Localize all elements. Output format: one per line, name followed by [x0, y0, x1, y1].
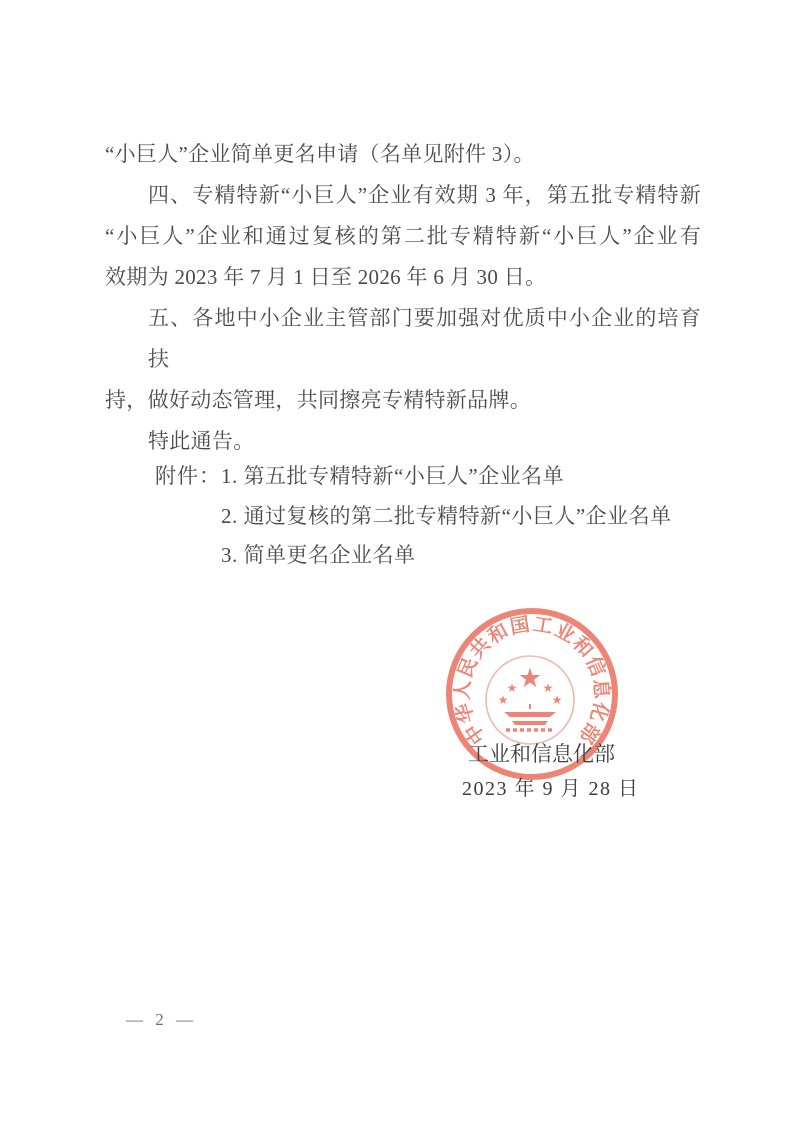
- svg-text:★: ★: [517, 663, 543, 694]
- svg-text:★: ★: [551, 693, 563, 707]
- body-line: 四、专精特新“小巨人”企业有效期 3 年，第五批专精特新: [148, 183, 701, 207]
- body-line: 效期为 2023 年 7 月 1 日至 2026 年 6 月 30 日。: [105, 265, 547, 289]
- svg-text:★: ★: [506, 681, 518, 695]
- issuing-authority: 工业和信息化部: [468, 742, 615, 766]
- body-line: 持，做好动态管理，共同擦亮专精特新品牌。: [105, 388, 531, 412]
- national-emblem-icon: [486, 656, 574, 744]
- attachment-item: 3. 简单更名企业名单: [221, 543, 416, 567]
- body-line: 五、各地中小企业主管部门要加强对优质中小企业的培育扶: [148, 306, 701, 371]
- seal-ring-text: 中华人民共和国工业和信息化部: [452, 614, 612, 748]
- page-number: — 2 —: [126, 1010, 197, 1029]
- official-seal: [418, 580, 646, 808]
- attachment-item: 2. 通过复核的第二批专精特新“小巨人”企业名单: [221, 503, 672, 528]
- svg-text:★: ★: [497, 693, 509, 707]
- document-date: 2023 年 9 月 28 日: [462, 778, 640, 800]
- body-line: 特此通告。: [148, 429, 255, 453]
- attachment-item: 1. 第五批专精特新“小巨人”企业名单: [221, 464, 565, 488]
- attachments-list: [221, 457, 672, 576]
- body-line: “小巨人”企业和通过复核的第二批专精特新“小巨人”企业有: [105, 224, 701, 248]
- body-line: “小巨人”企业简单更名申请（名单见附件 3）。: [105, 142, 535, 166]
- svg-text:★: ★: [542, 681, 554, 695]
- document-body: [105, 134, 701, 462]
- attachments-label: 附件：: [155, 464, 221, 488]
- attachments-section: [155, 457, 672, 576]
